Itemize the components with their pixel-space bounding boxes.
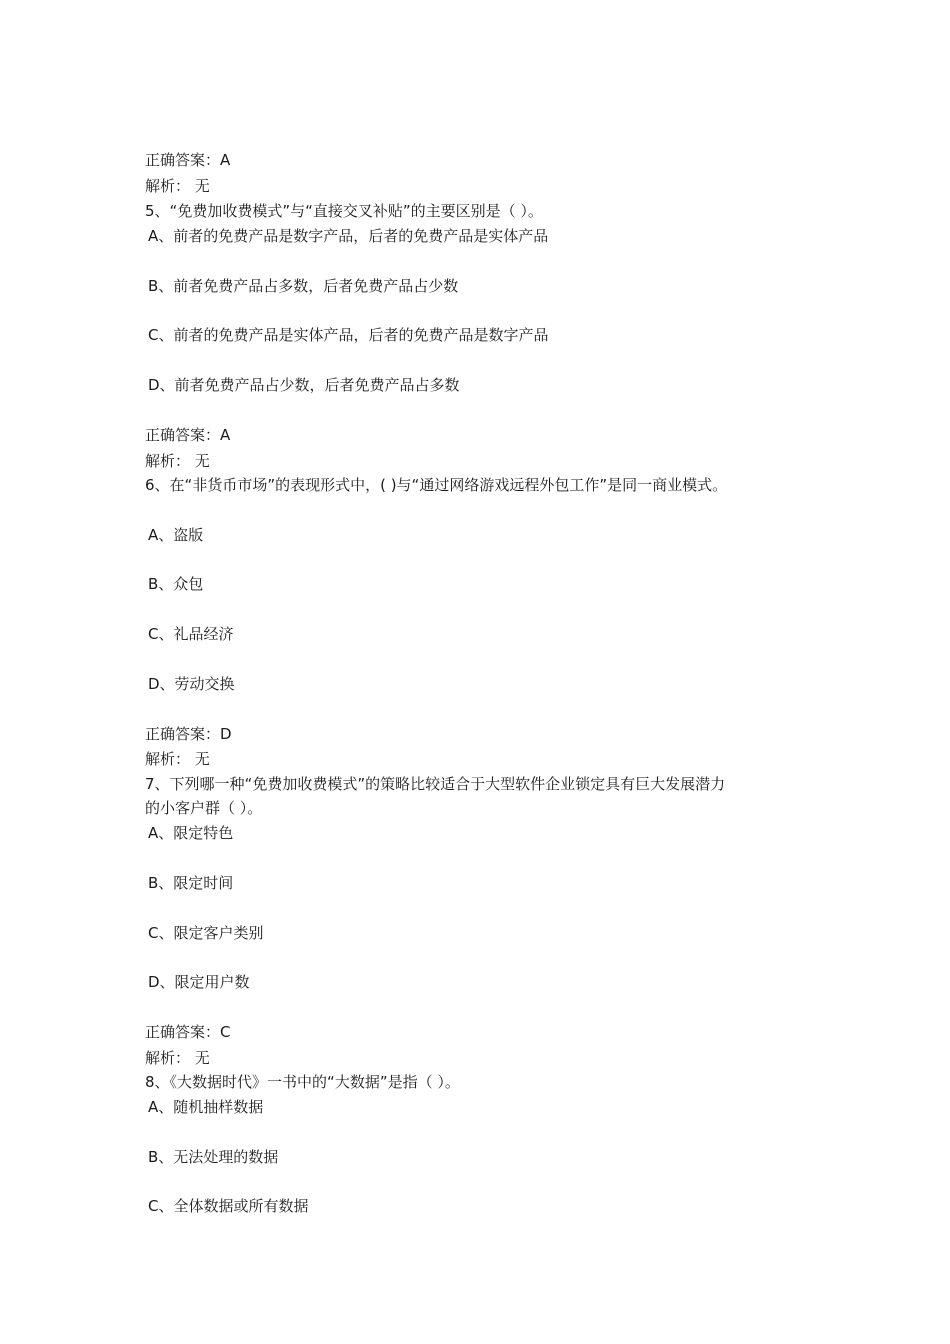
question-5: 5、“免费加收费模式”与“直接交叉补贴”的主要区别是（ ）。 bbox=[145, 202, 543, 220]
option-c: C、礼品经济 bbox=[148, 625, 234, 643]
option-c: C、限定客户类别 bbox=[148, 924, 264, 942]
question-8: 8、《大数据时代》一书中的“大数据”是指（ ）。 bbox=[145, 1073, 460, 1091]
option-a: A、随机抽样数据 bbox=[148, 1098, 264, 1116]
analysis-text: 解析： 无 bbox=[145, 452, 210, 470]
option-d: D、劳动交换 bbox=[148, 675, 235, 693]
option-b: B、限定时间 bbox=[148, 874, 234, 892]
option-a: A、前者的免费产品是数字产品，后者的免费产品是实体产品 bbox=[148, 227, 549, 245]
answer-text: 正确答案：A bbox=[145, 426, 231, 444]
analysis-text: 解析： 无 bbox=[145, 1049, 210, 1067]
question-7: 7、下列哪一种“免费加收费模式”的策略比较适合于大型软件企业锁定具有巨大发展潜力 bbox=[145, 775, 726, 793]
question-7-continued: 的小客户群（ ）。 bbox=[145, 799, 263, 817]
option-b: B、前者免费产品占多数，后者免费产品占少数 bbox=[148, 277, 459, 295]
analysis-text: 解析： 无 bbox=[145, 750, 210, 768]
answer-text: 正确答案：A bbox=[145, 151, 231, 169]
answer-text: 正确答案：C bbox=[145, 1023, 231, 1041]
option-d: D、限定用户数 bbox=[148, 973, 250, 991]
option-c: C、全体数据或所有数据 bbox=[148, 1197, 309, 1215]
answer-text: 正确答案：D bbox=[145, 725, 232, 743]
option-d: D、前者免费产品占少数，后者免费产品占多数 bbox=[148, 376, 460, 394]
option-b: B、无法处理的数据 bbox=[148, 1148, 279, 1166]
option-a: A、限定特色 bbox=[148, 824, 234, 842]
analysis-text: 解析： 无 bbox=[145, 177, 210, 195]
option-a: A、盗版 bbox=[148, 526, 204, 544]
option-b: B、众包 bbox=[148, 575, 204, 593]
option-c: C、前者的免费产品是实体产品，后者的免费产品是数字产品 bbox=[148, 326, 549, 344]
question-6: 6、在“非货币市场”的表现形式中，( )与“通过网络游戏远程外包工作”是同一商业模式。 bbox=[145, 476, 728, 494]
